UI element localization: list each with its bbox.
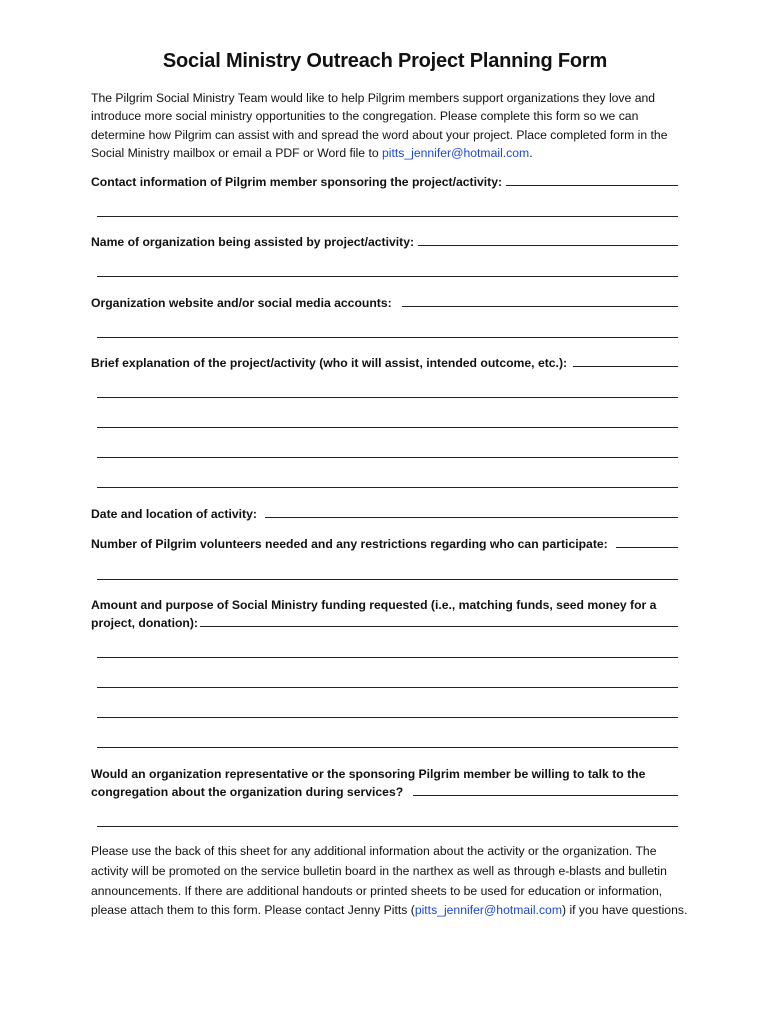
- funding-label-line2: project, donation):: [91, 616, 198, 630]
- volunteers-field: [91, 535, 678, 553]
- speaker-blank-line[interactable]: [97, 826, 678, 827]
- contact-field: [91, 173, 678, 191]
- footer-text: Please use the back of this sheet for any additional information about the activity or the organization. The activity will be promoted on the service bulletin board in the narthex as well as through e-blasts and bulletin announcements. If there are additional handouts or printed sheets to be used for education or information, please attach them to this form. Please contact Jenny Pitts (: [91, 844, 667, 918]
- funding-blank-line[interactable]: [97, 687, 678, 688]
- website-label: Organization website and/or social media accounts:: [91, 296, 392, 310]
- page-title: Social Ministry Outreach Project Planning Form: [162, 50, 608, 72]
- explanation-blank[interactable]: [573, 355, 678, 367]
- org-name-field: [91, 233, 678, 251]
- explanation-blank-line[interactable]: [97, 457, 678, 458]
- org-name-blank[interactable]: [418, 234, 678, 246]
- explanation-blank-line[interactable]: [97, 427, 678, 428]
- org-name-blank-line[interactable]: [97, 276, 678, 277]
- funding-blank-line[interactable]: [97, 717, 678, 718]
- funding-blank[interactable]: [200, 615, 678, 627]
- intro-text: The Pilgrim Social Ministry Team would like to help Pilgrim members support organizations they love and introduce more social ministry opportunities to the congregation. Please complete this form so we can determine how Pilgrim can assist with and spread the word about your project. Place completed form in the Social Ministry mailbox or email a PDF or Word file to: [91, 91, 668, 161]
- volunteers-blank-line[interactable]: [97, 579, 678, 580]
- funding-blank-line[interactable]: [97, 657, 678, 658]
- funding-field: [91, 596, 678, 632]
- date-location-label: Date and location of activity:: [91, 507, 257, 521]
- explanation-blank-line[interactable]: [97, 487, 678, 488]
- intro-paragraph: [91, 89, 681, 163]
- contact-blank[interactable]: [506, 174, 678, 186]
- date-location-field: [91, 505, 678, 523]
- volunteers-label: Number of Pilgrim volunteers needed and any restrictions regarding who can participate:: [91, 537, 608, 551]
- speaker-blank[interactable]: [413, 784, 678, 796]
- funding-label-line1: Amount and purpose of Social Ministry funding requested (i.e., matching funds, seed money for a: [91, 598, 657, 612]
- volunteers-blank[interactable]: [616, 536, 678, 548]
- explanation-field: [91, 354, 678, 372]
- explanation-label: Brief explanation of the project/activity (who it will assist, intended outcome, etc.):: [91, 356, 568, 370]
- website-blank[interactable]: [402, 295, 678, 307]
- website-field: [91, 294, 678, 312]
- intro-email-link[interactable]: pitts_jennifer@hotmail.com: [382, 146, 530, 161]
- footer-paragraph: [91, 842, 691, 921]
- footer-email-link[interactable]: pitts_jennifer@hotmail.com: [414, 903, 562, 918]
- website-blank-line[interactable]: [97, 337, 678, 338]
- org-name-label: Name of organization being assisted by project/activity:: [91, 235, 415, 249]
- explanation-blank-line[interactable]: [97, 397, 678, 398]
- funding-blank-line[interactable]: [97, 747, 678, 748]
- contact-label: Contact information of Pilgrim member sponsoring the project/activity:: [91, 175, 503, 189]
- contact-blank-line[interactable]: [97, 216, 678, 217]
- speaker-label-line2: congregation about the organization during services?: [91, 785, 404, 799]
- speaker-field: [91, 765, 678, 801]
- footer-end: ) if you have questions.: [562, 903, 688, 918]
- intro-end: .: [529, 146, 533, 161]
- date-location-blank[interactable]: [265, 506, 678, 518]
- speaker-label-line1: Would an organization representative or the sponsoring Pilgrim member be willing to talk to the: [91, 767, 646, 781]
